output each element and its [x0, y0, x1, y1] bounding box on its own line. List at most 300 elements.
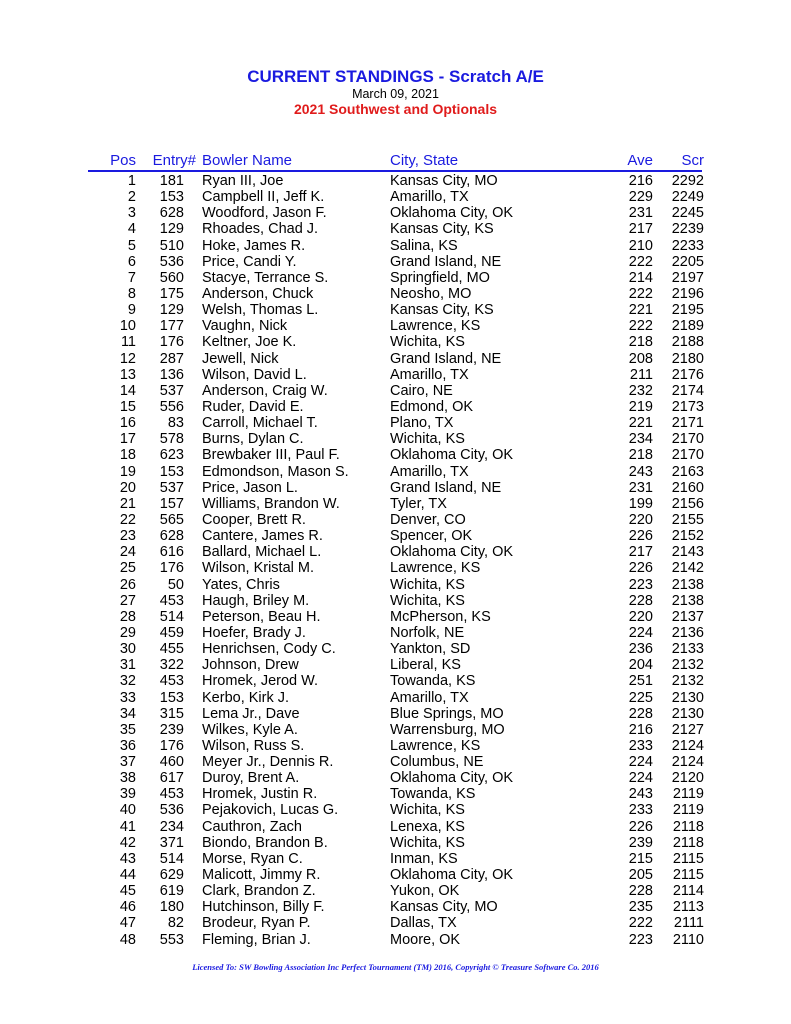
column-header-name: Bowler Name: [202, 152, 293, 169]
table-row: [0, 899, 791, 915]
table-row: [0, 512, 791, 528]
cell-name: Kerbo, Kirk J.: [202, 689, 290, 706]
cell-city: Towanda, KS: [390, 673, 476, 690]
cell-city: Wichita, KS: [390, 834, 465, 851]
table-row: [0, 819, 791, 835]
cell-ave: 228: [628, 705, 653, 722]
cell-city: Moore, OK: [390, 931, 461, 948]
cell-ave: 219: [628, 398, 653, 415]
cell-scr: 2174: [671, 382, 704, 399]
cell-entry: 129: [159, 221, 184, 238]
cell-city: Wichita, KS: [390, 334, 465, 351]
cell-city: Edmond, OK: [390, 398, 474, 415]
cell-ave: 211: [629, 366, 653, 383]
cell-scr: 2130: [671, 689, 704, 706]
cell-scr: 2133: [671, 641, 704, 658]
table-row: [0, 318, 791, 334]
cell-city: Grand Island, NE: [390, 350, 502, 367]
table-row: [0, 625, 791, 641]
cell-ave: 234: [628, 431, 653, 448]
table-row: [0, 464, 791, 480]
cell-ave: 216: [628, 173, 653, 189]
table-row: [0, 560, 791, 576]
cell-name: Anderson, Chuck: [202, 285, 314, 302]
cell-name: Ryan III, Joe: [202, 173, 284, 189]
cell-name: Hoefer, Brady J.: [202, 624, 306, 641]
cell-ave: 220: [628, 511, 653, 528]
cell-name: Brewbaker III, Paul F.: [202, 447, 340, 464]
cell-name: Anderson, Craig W.: [202, 382, 328, 399]
table-row: [0, 302, 791, 318]
cell-entry: 180: [159, 899, 184, 916]
cell-entry: 136: [159, 366, 184, 383]
cell-scr: 2119: [672, 786, 704, 803]
cell-ave: 222: [628, 253, 653, 270]
cell-name: Hromek, Justin R.: [202, 786, 318, 803]
cell-entry: 629: [159, 867, 184, 884]
cell-city: Amarillo, TX: [390, 463, 469, 480]
column-header-ave: Ave: [627, 152, 653, 169]
cell-entry: 536: [159, 253, 184, 270]
cell-ave: 215: [628, 850, 653, 867]
cell-name: Welsh, Thomas L.: [202, 302, 319, 319]
table-row: [0, 447, 791, 463]
event-name: 2021 Southwest and Optionals: [293, 101, 498, 117]
cell-scr: 2170: [671, 447, 704, 464]
cell-city: Wichita, KS: [390, 576, 465, 593]
table-row: [0, 835, 791, 851]
cell-name: Yates, Chris: [202, 576, 280, 593]
table-row: [0, 383, 791, 399]
cell-pos: 5: [127, 237, 136, 254]
cell-scr: 2118: [672, 834, 704, 851]
cell-entry: 315: [159, 705, 184, 722]
cell-name: Ballard, Michael L.: [202, 544, 322, 561]
table-row: [0, 609, 791, 625]
cell-pos: 17: [119, 431, 136, 448]
cell-ave: 218: [628, 334, 653, 351]
cell-entry: 460: [159, 754, 184, 771]
cell-entry: 176: [159, 334, 184, 351]
table-row: [0, 673, 791, 689]
report-date: March 09, 2021: [352, 87, 439, 101]
cell-name: Williams, Brandon W.: [202, 495, 340, 512]
cell-city: Inman, KS: [390, 850, 458, 867]
cell-city: Columbus, NE: [390, 754, 484, 771]
cell-ave: 222: [628, 915, 653, 932]
table-row: [0, 173, 791, 189]
table-row: [0, 254, 791, 270]
cell-ave: 222: [628, 318, 653, 335]
cell-pos: 33: [119, 689, 136, 706]
cell-scr: 2171: [671, 415, 704, 432]
cell-city: Denver, CO: [390, 511, 466, 528]
cell-scr: 2127: [671, 721, 704, 738]
cell-city: Cairo, NE: [390, 382, 453, 399]
cell-city: McPherson, KS: [390, 608, 491, 625]
cell-name: Lema Jr., Dave: [202, 705, 300, 722]
cell-entry: 176: [159, 737, 184, 754]
cell-name: Wilson, Kristal M.: [202, 560, 314, 577]
cell-name: Hromek, Jerod W.: [202, 673, 319, 690]
cell-scr: 2136: [671, 624, 704, 641]
cell-entry: 455: [159, 641, 184, 658]
table-row: [0, 657, 791, 673]
cell-entry: 371: [159, 834, 184, 851]
header-rule: [88, 170, 702, 172]
table-row: [0, 641, 791, 657]
cell-scr: 2111: [673, 915, 704, 932]
column-header-entry: Entry#: [152, 152, 196, 169]
cell-scr: 2124: [671, 737, 704, 754]
cell-ave: 228: [628, 883, 653, 900]
cell-pos: 27: [119, 592, 136, 609]
cell-entry: 153: [159, 189, 184, 206]
cell-scr: 2249: [671, 189, 704, 206]
cell-scr: 2156: [671, 495, 704, 512]
cell-name: Wilkes, Kyle A.: [202, 721, 298, 738]
cell-scr: 2114: [672, 883, 704, 900]
table-row: [0, 706, 791, 722]
cell-scr: 2176: [671, 366, 704, 383]
cell-pos: 18: [119, 447, 136, 464]
cell-ave: 221: [628, 415, 653, 432]
cell-ave: 233: [628, 737, 653, 754]
cell-ave: 204: [628, 657, 653, 674]
column-header-city: City, State: [390, 152, 459, 169]
cell-entry: 153: [159, 463, 184, 480]
cell-city: Salina, KS: [390, 237, 458, 254]
cell-ave: 224: [628, 624, 653, 641]
cell-scr: 2170: [671, 431, 704, 448]
cell-pos: 20: [119, 479, 136, 496]
cell-city: Kansas City, MO: [390, 899, 498, 916]
cell-pos: 4: [127, 221, 136, 238]
cell-city: Oklahoma City, OK: [390, 867, 514, 884]
cell-name: Rhoades, Chad J.: [202, 221, 319, 238]
cell-city: Tyler, TX: [390, 495, 447, 512]
cell-scr: 2233: [671, 237, 704, 254]
cell-pos: 30: [119, 641, 136, 658]
cell-scr: 2173: [671, 398, 704, 415]
cell-pos: 24: [119, 544, 136, 561]
table-row: [0, 189, 791, 205]
cell-scr: 2110: [672, 931, 704, 948]
table-row: [0, 415, 791, 431]
cell-scr: 2239: [671, 221, 704, 238]
cell-scr: 2152: [671, 528, 704, 545]
cell-pos: 37: [119, 754, 136, 771]
table-row: [0, 802, 791, 818]
cell-pos: 48: [119, 931, 136, 948]
cell-name: Hutchinson, Billy F.: [202, 899, 325, 916]
cell-pos: 43: [119, 850, 136, 867]
cell-scr: 2113: [672, 899, 704, 916]
cell-entry: 322: [159, 657, 184, 674]
cell-ave: 223: [628, 576, 653, 593]
cell-scr: 2180: [671, 350, 704, 367]
cell-pos: 8: [127, 285, 136, 302]
table-row: [0, 270, 791, 286]
cell-entry: 619: [159, 883, 184, 900]
page-title: CURRENT STANDINGS - Scratch A/E: [247, 67, 544, 86]
cell-pos: 14: [119, 382, 136, 399]
cell-entry: 82: [167, 915, 184, 932]
cell-ave: 221: [628, 302, 653, 319]
table-row: [0, 851, 791, 867]
cell-scr: 2115: [672, 867, 704, 884]
cell-city: Towanda, KS: [390, 786, 476, 803]
cell-name: Price, Jason L.: [202, 479, 298, 496]
cell-entry: 536: [159, 802, 184, 819]
cell-name: Woodford, Jason F.: [202, 205, 327, 222]
cell-city: Amarillo, TX: [390, 189, 469, 206]
cell-name: Price, Candi Y.: [202, 253, 297, 270]
cell-ave: 223: [628, 931, 653, 948]
cell-name: Campbell II, Jeff K.: [202, 189, 325, 206]
cell-entry: 175: [159, 285, 184, 302]
cell-ave: 210: [628, 237, 653, 254]
cell-name: Fleming, Brian J.: [202, 931, 311, 948]
cell-pos: 39: [119, 786, 136, 803]
cell-name: Duroy, Brent A.: [202, 770, 300, 787]
cell-pos: 34: [119, 705, 136, 722]
cell-name: Brodeur, Ryan P.: [202, 915, 311, 932]
cell-ave: 243: [628, 786, 653, 803]
cell-entry: 157: [159, 495, 184, 512]
cell-city: Plano, TX: [390, 415, 454, 432]
cell-entry: 453: [159, 786, 184, 803]
cell-entry: 578: [159, 431, 184, 448]
cell-pos: 12: [119, 350, 136, 367]
cell-pos: 36: [119, 737, 136, 754]
cell-city: Wichita, KS: [390, 592, 465, 609]
cell-pos: 40: [119, 802, 136, 819]
cell-scr: 2132: [671, 657, 704, 674]
cell-name: Carroll, Michael T.: [202, 415, 318, 432]
cell-pos: 31: [119, 657, 136, 674]
table-row: [0, 286, 791, 302]
cell-pos: 2: [127, 189, 136, 206]
cell-entry: 239: [159, 721, 184, 738]
cell-scr: 2205: [671, 253, 704, 270]
cell-pos: 10: [119, 318, 136, 335]
cell-city: Lawrence, KS: [390, 737, 481, 754]
cell-city: Kansas City, KS: [390, 302, 494, 319]
table-row: [0, 480, 791, 496]
table-row: [0, 399, 791, 415]
cell-city: Neosho, MO: [390, 285, 472, 302]
cell-pos: 45: [119, 883, 136, 900]
cell-ave: 243: [628, 463, 653, 480]
cell-name: Stacye, Terrance S.: [202, 269, 329, 286]
cell-ave: 228: [628, 592, 653, 609]
cell-city: Lenexa, KS: [390, 818, 465, 835]
cell-scr: 2195: [671, 302, 704, 319]
license-footer: Licensed To: SW Bowling Association Inc Perfect Tournament (TM) 2016, Copyright © Treasure Software Co. 2016: [192, 962, 599, 972]
cell-name: Jewell, Nick: [202, 350, 279, 367]
cell-ave: 205: [628, 867, 653, 884]
table-row: [0, 786, 791, 802]
cell-name: Cauthron, Zach: [202, 818, 302, 835]
cell-pos: 6: [127, 253, 136, 270]
cell-ave: 216: [628, 721, 653, 738]
table-row: [0, 915, 791, 931]
table-row: [0, 496, 791, 512]
cell-pos: 16: [119, 415, 136, 432]
cell-name: Johnson, Drew: [202, 657, 299, 674]
table-row: [0, 932, 791, 948]
cell-pos: 7: [127, 269, 136, 286]
cell-city: Amarillo, TX: [390, 689, 469, 706]
cell-city: Amarillo, TX: [390, 366, 469, 383]
cell-ave: 226: [628, 528, 653, 545]
cell-pos: 3: [127, 205, 136, 222]
cell-pos: 35: [119, 721, 136, 738]
column-header-scr: Scr: [681, 152, 704, 169]
cell-entry: 560: [159, 269, 184, 286]
cell-city: Warrensburg, MO: [390, 721, 505, 738]
cell-scr: 2120: [671, 770, 704, 787]
cell-name: Cooper, Brett R.: [202, 511, 306, 528]
cell-scr: 2155: [671, 511, 704, 528]
cell-city: Dallas, TX: [390, 915, 457, 932]
table-row: [0, 205, 791, 221]
cell-name: Hoke, James R.: [202, 237, 306, 254]
table-row: [0, 593, 791, 609]
cell-scr: 2160: [671, 479, 704, 496]
cell-entry: 537: [159, 479, 184, 496]
cell-ave: 235: [628, 899, 653, 916]
cell-city: Oklahoma City, OK: [390, 447, 514, 464]
table-row: [0, 754, 791, 770]
cell-ave: 217: [628, 221, 653, 238]
cell-entry: 514: [159, 850, 184, 867]
cell-ave: 236: [628, 641, 653, 658]
cell-entry: 565: [159, 511, 184, 528]
table-row: [0, 351, 791, 367]
cell-scr: 2196: [671, 285, 704, 302]
cell-city: Grand Island, NE: [390, 253, 502, 270]
column-header-pos: Pos: [110, 152, 136, 169]
cell-entry: 176: [159, 560, 184, 577]
cell-pos: 23: [119, 528, 136, 545]
cell-pos: 41: [119, 818, 136, 835]
cell-scr: 2124: [671, 754, 704, 771]
cell-pos: 42: [119, 834, 136, 851]
standings-table: [0, 173, 791, 948]
cell-city: Liberal, KS: [390, 657, 461, 674]
cell-ave: 218: [628, 447, 653, 464]
cell-city: Spencer, OK: [390, 528, 473, 545]
cell-name: Keltner, Joe K.: [202, 334, 297, 351]
cell-name: Wilson, Russ S.: [202, 737, 305, 754]
cell-entry: 50: [167, 576, 184, 593]
table-row: [0, 722, 791, 738]
cell-city: Yankton, SD: [390, 641, 471, 658]
cell-pos: 15: [119, 398, 136, 415]
cell-entry: 628: [159, 205, 184, 222]
cell-city: Oklahoma City, OK: [390, 544, 514, 561]
table-row: [0, 883, 791, 899]
cell-city: Kansas City, MO: [390, 173, 498, 189]
cell-city: Oklahoma City, OK: [390, 770, 514, 787]
cell-ave: 251: [628, 673, 653, 690]
cell-ave: 224: [628, 770, 653, 787]
cell-entry: 553: [159, 931, 184, 948]
cell-name: Morse, Ryan C.: [202, 850, 303, 867]
cell-ave: 199: [628, 495, 653, 512]
cell-name: Ruder, David E.: [202, 398, 304, 415]
cell-entry: 510: [159, 237, 184, 254]
cell-pos: 25: [119, 560, 136, 577]
cell-city: Lawrence, KS: [390, 560, 481, 577]
cell-scr: 2138: [671, 576, 704, 593]
cell-pos: 47: [119, 915, 136, 932]
cell-pos: 22: [119, 511, 136, 528]
cell-ave: 232: [628, 382, 653, 399]
cell-name: Cantere, James R.: [202, 528, 323, 545]
table-row: [0, 544, 791, 560]
cell-scr: 2197: [671, 269, 704, 286]
cell-entry: 453: [159, 673, 184, 690]
cell-entry: 514: [159, 608, 184, 625]
table-row: [0, 334, 791, 350]
cell-pos: 11: [120, 334, 136, 351]
cell-scr: 2137: [671, 608, 704, 625]
cell-city: Lawrence, KS: [390, 318, 481, 335]
cell-city: Yukon, OK: [390, 883, 460, 900]
cell-ave: 226: [628, 560, 653, 577]
cell-entry: 617: [159, 770, 184, 787]
cell-ave: 208: [628, 350, 653, 367]
cell-name: Biondo, Brandon B.: [202, 834, 328, 851]
cell-name: Edmondson, Mason S.: [202, 463, 349, 480]
cell-pos: 1: [127, 173, 136, 189]
cell-scr: 2292: [671, 173, 704, 189]
cell-city: Grand Island, NE: [390, 479, 502, 496]
cell-entry: 537: [159, 382, 184, 399]
cell-name: Meyer Jr., Dennis R.: [202, 754, 334, 771]
cell-scr: 2245: [671, 205, 704, 222]
table-row: [0, 367, 791, 383]
cell-entry: 453: [159, 592, 184, 609]
cell-name: Pejakovich, Lucas G.: [202, 802, 339, 819]
cell-ave: 217: [628, 544, 653, 561]
cell-scr: 2189: [671, 318, 704, 335]
cell-ave: 233: [628, 802, 653, 819]
cell-scr: 2138: [671, 592, 704, 609]
cell-entry: 459: [159, 624, 184, 641]
cell-entry: 181: [159, 173, 184, 189]
cell-pos: 13: [119, 366, 136, 383]
cell-scr: 2118: [672, 818, 704, 835]
cell-ave: 239: [628, 834, 653, 851]
cell-entry: 129: [159, 302, 184, 319]
cell-scr: 2115: [672, 850, 704, 867]
cell-scr: 2130: [671, 705, 704, 722]
cell-pos: 29: [119, 624, 136, 641]
cell-entry: 153: [159, 689, 184, 706]
cell-pos: 19: [119, 463, 136, 480]
cell-city: Oklahoma City, OK: [390, 205, 514, 222]
cell-name: Malicott, Jimmy R.: [202, 867, 321, 884]
table-row: [0, 690, 791, 706]
cell-entry: 287: [159, 350, 184, 367]
cell-ave: 231: [628, 479, 653, 496]
cell-entry: 556: [159, 398, 184, 415]
cell-scr: 2163: [671, 463, 704, 480]
